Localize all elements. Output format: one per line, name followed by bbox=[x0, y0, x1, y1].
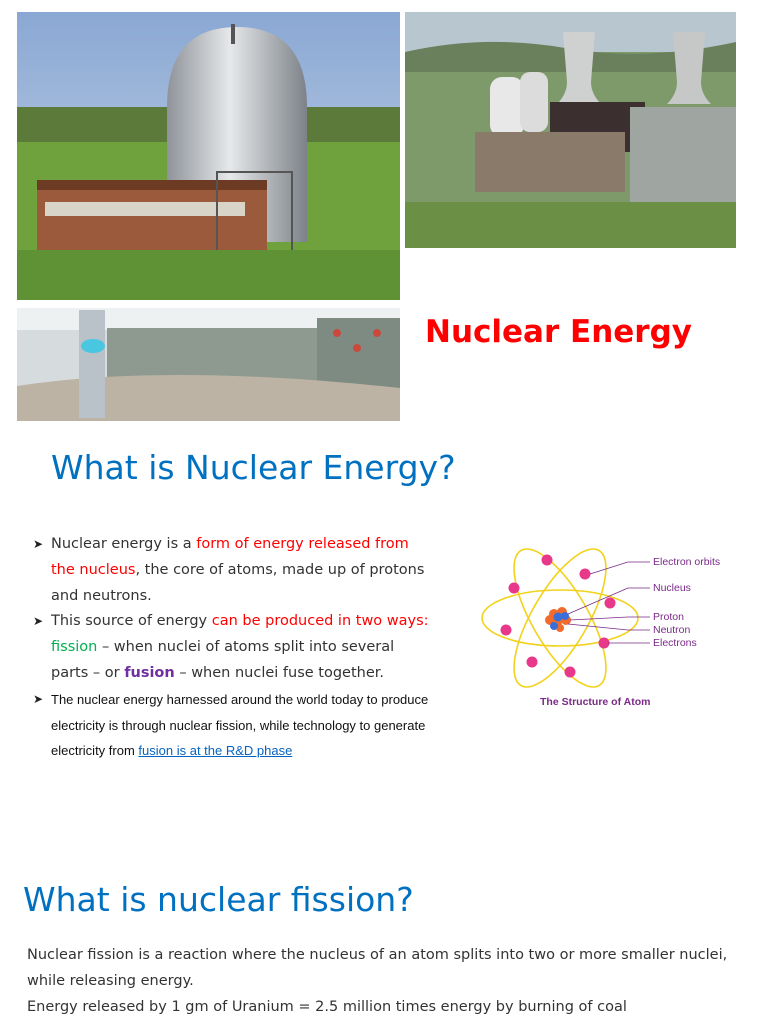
bullet-text-segment: fission bbox=[51, 639, 98, 656]
bullet-text-segment: The nuclear energy harnessed around the world today to produce electricity is through nuclear fission, while technology to generate electricity from bbox=[51, 691, 429, 759]
bullet-text-segment: form of energy released from the nucleus bbox=[51, 536, 409, 578]
reactor-dome-photo bbox=[17, 12, 400, 300]
energy-comparison: Energy released by 1 gm of Uranium = 2.5 million times energy by burning of coal bbox=[27, 999, 627, 1015]
label-electron-orbits: Electron orbits bbox=[653, 556, 721, 568]
arrow-bullet-icon: ➤ bbox=[33, 691, 44, 706]
cooling-towers-photo bbox=[405, 12, 736, 248]
bullet-item bbox=[33, 609, 433, 686]
bullet-text-segment: – when nuclei of atoms split into several parts – or bbox=[51, 639, 395, 681]
fission-paragraph bbox=[27, 942, 747, 1020]
label-nucleus: Nucleus bbox=[653, 582, 691, 594]
bullet-text bbox=[51, 613, 429, 681]
bullet-text bbox=[51, 692, 428, 759]
bullet-text-segment: , the core of atoms, made up of protons and neutrons. bbox=[51, 561, 425, 604]
label-proton: Proton bbox=[653, 611, 684, 623]
control-room-photo bbox=[17, 308, 400, 421]
slide-title: Nuclear Energy bbox=[425, 314, 692, 350]
section-heading-nuclear-energy: What is Nuclear Energy? bbox=[51, 448, 456, 487]
bullet-text bbox=[51, 536, 424, 604]
bullet-text-segment: fusion bbox=[124, 664, 175, 681]
arrow-bullet-icon: ➤ bbox=[33, 614, 44, 629]
arrow-bullet-icon: ➤ bbox=[33, 537, 44, 551]
section-heading-nuclear-fission: What is nuclear fission? bbox=[23, 880, 414, 919]
label-electrons: Electrons bbox=[653, 637, 697, 649]
bullet-item bbox=[33, 687, 433, 764]
atom-caption: The Structure of Atom bbox=[540, 696, 651, 708]
bullet-text-segment: – when nuclei fuse together. bbox=[174, 664, 385, 681]
bullet-text-segment: Nuclear energy is a bbox=[51, 536, 197, 552]
atom-structure-diagram bbox=[478, 538, 728, 713]
bullet-text-segment: can be produced in two ways: bbox=[211, 613, 429, 630]
fusion-rd-link[interactable]: fusion is at the R&D phase bbox=[138, 743, 293, 759]
fission-definition: Nuclear fission is a reaction where the nucleus of an atom splits into two or more smaller nuclei, while releasing energy. bbox=[27, 947, 728, 989]
bullet-list bbox=[33, 532, 433, 764]
bullet-item bbox=[33, 532, 433, 609]
label-neutron: Neutron bbox=[653, 624, 691, 636]
bullet-text-segment: This source of energy bbox=[51, 613, 212, 630]
